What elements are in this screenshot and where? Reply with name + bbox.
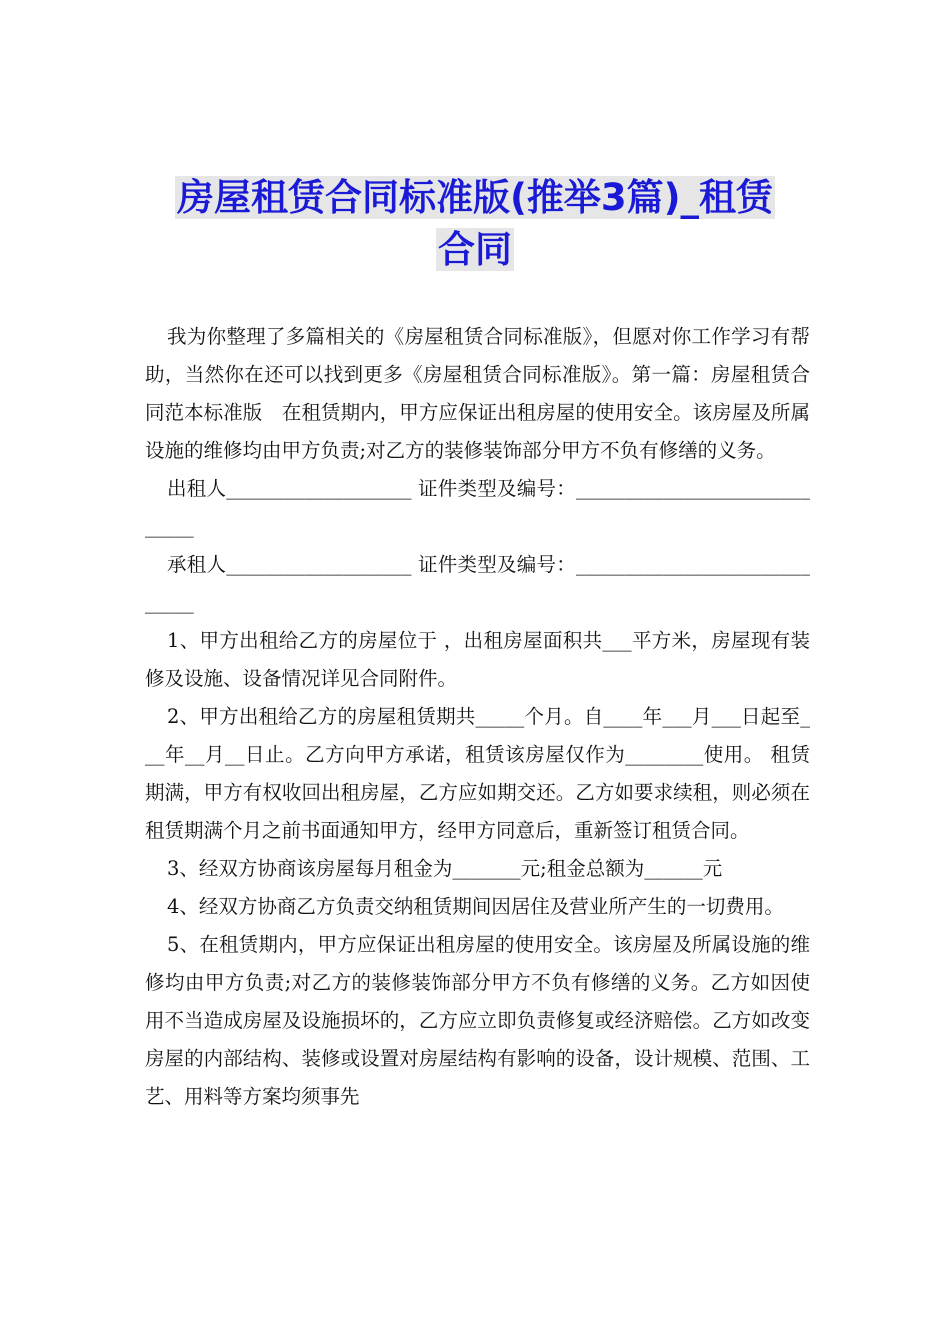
- lessee-line: 承租人___________________ 证件类型及编号：_____________________________: [145, 553, 810, 614]
- clause-5: 5、在租赁期内，甲方应保证出租房屋的使用安全。该房屋及所属设施的维修均由甲方负责;对乙方的装修装饰部分甲方不负有修缮的义务。乙方如因使用不当造成房屋及设施损坏的，乙方应立即负责修复或经济赔偿。乙方如改变房屋的内部结构、装修或设置对房屋结构有影响的设备，设计规模、范围、工艺、用料等方案均须事先: [145, 933, 810, 1108]
- title-line-2: 合同: [438, 228, 512, 271]
- lessor-line: 出租人___________________ 证件类型及编号：_____________________________: [145, 477, 810, 538]
- document-body: [145, 318, 810, 1116]
- clause-3: 3、经双方协商该房屋每月租金为_______元;租金总额为______元: [167, 857, 723, 880]
- title-line-1: 房屋租赁合同标准版(推举3篇)_租赁: [176, 176, 774, 219]
- clause-1: 1、甲方出租给乙方的房屋位于 ，出租房屋面积共___平方米，房屋现有装修及设施、设备情况详见合同附件。: [145, 629, 810, 690]
- clause-4: 4、经双方协商乙方负责交纳租赁期间因居住及营业所产生的一切费用。: [167, 895, 784, 918]
- clause-2: 2、甲方出租给乙方的房屋租赁期共_____个月。自____年___月___日起至___年__月__日止。乙方向甲方承诺，租赁该房屋仅作为________使用。 租赁期满，甲方有权收回出租房屋，乙方应如期交还。乙方如要求续租，则必须在租赁期满个月之前书面通知甲方，经甲方同意后，重新签订租赁合同。: [145, 705, 810, 842]
- document-title: [130, 172, 820, 276]
- intro-paragraph: 我为你整理了多篇相关的《房屋租赁合同标准版》，但愿对你工作学习有帮助，当然你在还可以找到更多《房屋租赁合同标准版》。第一篇：房屋租赁合同范本标准版 在租赁期内，甲方应保证出租房屋的使用安全。该房屋及所属设施的维修均由甲方负责;对乙方的装修装饰部分甲方不负有修缮的义务。: [145, 325, 810, 462]
